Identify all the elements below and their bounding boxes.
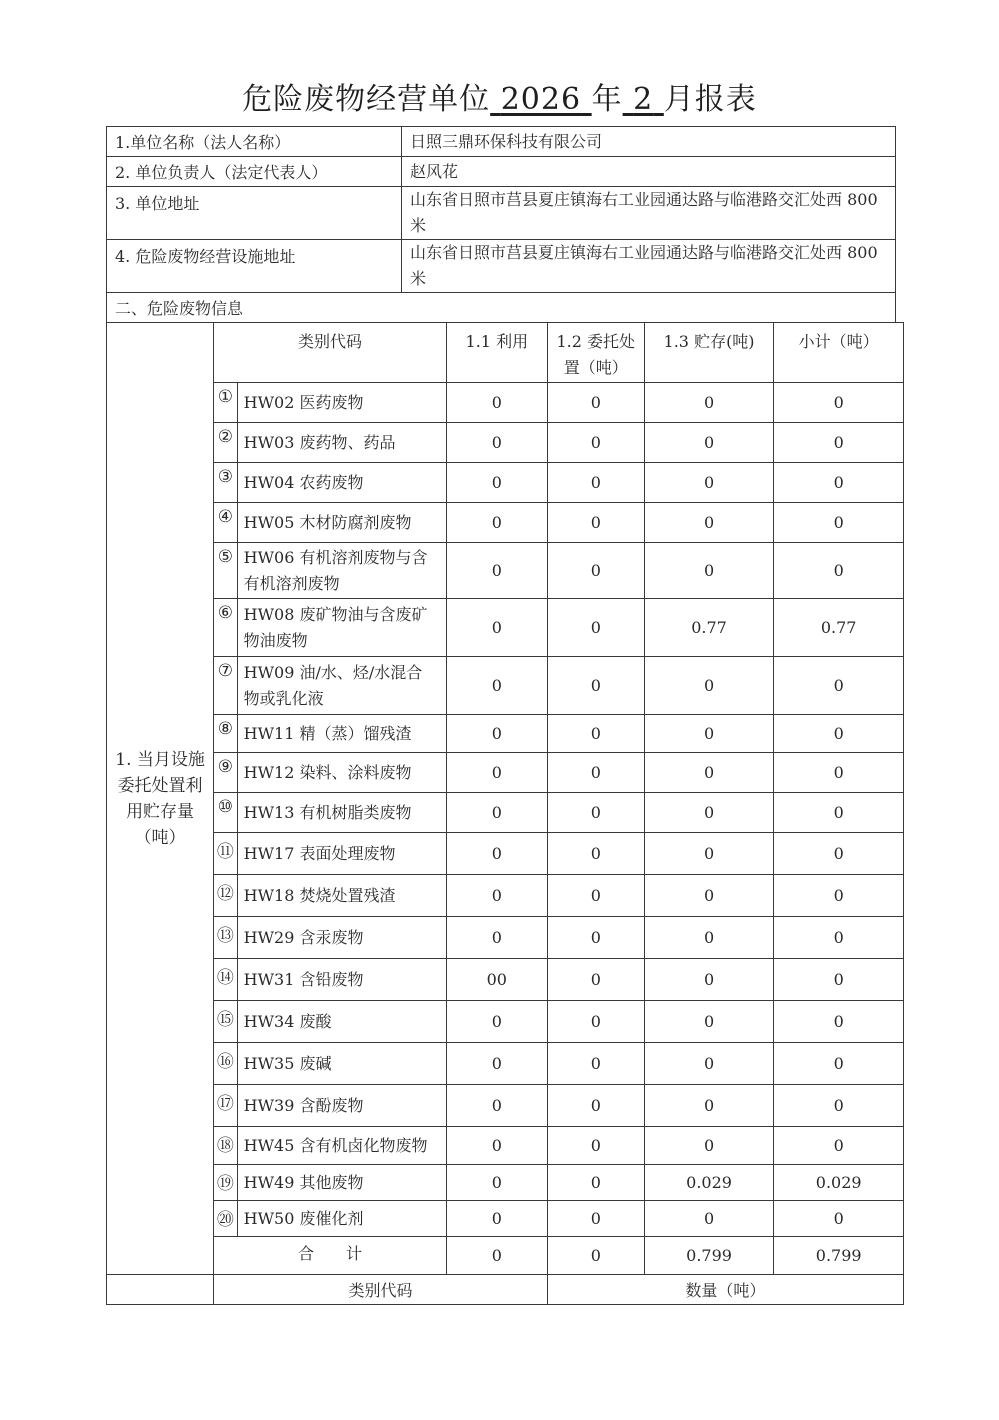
waste-category: HW12 染料、涂料废物 xyxy=(237,753,446,793)
total-use: 0 xyxy=(446,1237,547,1275)
table-row xyxy=(107,1165,904,1201)
entrust-value: 0 xyxy=(547,503,644,543)
use-value: 0 xyxy=(446,383,547,423)
subtotal-value: 0 xyxy=(774,1085,904,1127)
subtotal-value: 0 xyxy=(774,715,904,753)
section-row xyxy=(107,293,896,323)
table-row xyxy=(107,657,904,715)
row-index: ⑫ xyxy=(214,875,237,917)
use-value: 0 xyxy=(446,753,547,793)
store-value: 0 xyxy=(644,1201,774,1237)
entrust-value: 0 xyxy=(547,1001,644,1043)
store-value: 0 xyxy=(644,543,774,599)
use-value: 0 xyxy=(446,1165,547,1201)
entrust-value: 0 xyxy=(547,1201,644,1237)
use-value: 0 xyxy=(446,875,547,917)
row-index: ⑨ xyxy=(214,753,237,793)
waste-category: HW08 废矿物油与含废矿物油废物 xyxy=(237,599,446,657)
entrust-value: 0 xyxy=(547,917,644,959)
entrust-value: 0 xyxy=(547,423,644,463)
waste-category: HW29 含汞废物 xyxy=(237,917,446,959)
entrust-value: 0 xyxy=(547,463,644,503)
row-index: ⑳ xyxy=(214,1201,237,1237)
side-label: 1. 当月设施委托处置利用贮存量（吨） xyxy=(107,323,214,1275)
waste-category: HW13 有机树脂类废物 xyxy=(237,793,446,833)
table-row xyxy=(107,753,904,793)
footer-quantity: 数量（吨） xyxy=(547,1275,903,1305)
table-row xyxy=(107,1127,904,1165)
row-index: ⑩ xyxy=(214,793,237,833)
info-row xyxy=(107,240,896,293)
store-value: 0 xyxy=(644,1085,774,1127)
row-index: ⑭ xyxy=(214,959,237,1001)
store-value: 0 xyxy=(644,423,774,463)
table-row xyxy=(107,875,904,917)
store-value: 0.77 xyxy=(644,599,774,657)
entrust-value: 0 xyxy=(547,1127,644,1165)
store-value: 0 xyxy=(644,793,774,833)
store-value: 0 xyxy=(644,1001,774,1043)
table-row xyxy=(107,833,904,875)
info-row xyxy=(107,157,896,187)
use-value: 0 xyxy=(446,1043,547,1085)
store-value: 0 xyxy=(644,463,774,503)
store-value: 0 xyxy=(644,833,774,875)
row-index: ⑬ xyxy=(214,917,237,959)
table-row xyxy=(107,793,904,833)
use-value: 0 xyxy=(446,833,547,875)
subtotal-value: 0.029 xyxy=(774,1165,904,1201)
row-index: ⑦ xyxy=(214,657,237,715)
report-month: 2 xyxy=(633,82,654,117)
report-title: 危险废物经营单位 2026 年 2 月报表 xyxy=(242,82,757,117)
row-index: ⑮ xyxy=(214,1001,237,1043)
row-index: ⑲ xyxy=(214,1165,237,1201)
subtotal-value: 0 xyxy=(774,543,904,599)
table-row xyxy=(107,423,904,463)
entrust-value: 0 xyxy=(547,543,644,599)
table-row xyxy=(107,715,904,753)
table-row xyxy=(107,463,904,503)
store-value: 0 xyxy=(644,917,774,959)
row-index: ④ xyxy=(214,503,237,543)
entrust-value: 0 xyxy=(547,715,644,753)
entrust-value: 0 xyxy=(547,753,644,793)
store-value: 0 xyxy=(644,383,774,423)
table-row xyxy=(107,1201,904,1237)
store-value: 0 xyxy=(644,753,774,793)
total-row xyxy=(107,1237,904,1275)
info-value: 日照三鼎环保科技有限公司 xyxy=(402,127,896,157)
table-row xyxy=(107,1085,904,1127)
entrust-value: 0 xyxy=(547,793,644,833)
total-store: 0.799 xyxy=(644,1237,774,1275)
table-row xyxy=(107,959,904,1001)
use-value: 0 xyxy=(446,503,547,543)
waste-category: HW31 含铅废物 xyxy=(237,959,446,1001)
header-row xyxy=(107,323,904,383)
subtotal-value: 0 xyxy=(774,657,904,715)
table-row xyxy=(107,1043,904,1085)
header-category: 类别代码 xyxy=(214,323,447,383)
section-title: 二、危险废物信息 xyxy=(107,293,896,323)
subtotal-value: 0 xyxy=(774,917,904,959)
row-index: ① xyxy=(214,383,237,423)
subtotal-value: 0 xyxy=(774,753,904,793)
use-value: 00 xyxy=(446,959,547,1001)
use-value: 0 xyxy=(446,1127,547,1165)
subtotal-value: 0 xyxy=(774,503,904,543)
info-row xyxy=(107,187,896,240)
store-value: 0 xyxy=(644,1043,774,1085)
store-value: 0.029 xyxy=(644,1165,774,1201)
footer-row xyxy=(107,1275,904,1305)
info-value: 山东省日照市莒县夏庄镇海右工业园通达路与临港路交汇处西 800 米 xyxy=(402,240,896,293)
info-value: 山东省日照市莒县夏庄镇海右工业园通达路与临港路交汇处西 800 米 xyxy=(402,187,896,240)
store-value: 0 xyxy=(644,875,774,917)
waste-category: HW34 废酸 xyxy=(237,1001,446,1043)
use-value: 0 xyxy=(446,715,547,753)
entrust-value: 0 xyxy=(547,383,644,423)
entrust-value: 0 xyxy=(547,833,644,875)
use-value: 0 xyxy=(446,1201,547,1237)
header-use: 1.1 利用 xyxy=(446,323,547,383)
entrust-value: 0 xyxy=(547,1085,644,1127)
entrust-value: 0 xyxy=(547,657,644,715)
unit-info-table xyxy=(106,126,896,323)
header-entrust: 1.2 委托处置（吨） xyxy=(547,323,644,383)
use-value: 0 xyxy=(446,1085,547,1127)
info-row xyxy=(107,127,896,157)
use-value: 0 xyxy=(446,463,547,503)
footer-category: 类别代码 xyxy=(214,1275,548,1305)
subtotal-value: 0 xyxy=(774,793,904,833)
waste-category: HW06 有机溶剂废物与含有机溶剂废物 xyxy=(237,543,446,599)
use-value: 0 xyxy=(446,1001,547,1043)
use-value: 0 xyxy=(446,423,547,463)
store-value: 0 xyxy=(644,959,774,1001)
row-index: ⑱ xyxy=(214,1127,237,1165)
use-value: 0 xyxy=(446,599,547,657)
waste-category: HW04 农药废物 xyxy=(237,463,446,503)
entrust-value: 0 xyxy=(547,875,644,917)
waste-category: HW35 废碱 xyxy=(237,1043,446,1085)
subtotal-value: 0 xyxy=(774,383,904,423)
waste-category: HW50 废催化剂 xyxy=(237,1201,446,1237)
entrust-value: 0 xyxy=(547,599,644,657)
total-entrust: 0 xyxy=(547,1237,644,1275)
waste-category: HW17 表面处理废物 xyxy=(237,833,446,875)
subtotal-value: 0 xyxy=(774,1001,904,1043)
table-row xyxy=(107,503,904,543)
row-index: ⑥ xyxy=(214,599,237,657)
waste-category: HW49 其他废物 xyxy=(237,1165,446,1201)
row-index: ② xyxy=(214,423,237,463)
store-value: 0 xyxy=(644,503,774,543)
subtotal-value: 0 xyxy=(774,423,904,463)
use-value: 0 xyxy=(446,657,547,715)
waste-category: HW05 木材防腐剂废物 xyxy=(237,503,446,543)
entrust-value: 0 xyxy=(547,1165,644,1201)
table-row xyxy=(107,383,904,423)
use-value: 0 xyxy=(446,543,547,599)
subtotal-value: 0 xyxy=(774,1127,904,1165)
total-label: 合 计 xyxy=(214,1237,447,1275)
waste-table xyxy=(106,322,904,1305)
use-value: 0 xyxy=(446,793,547,833)
row-index: ⑪ xyxy=(214,833,237,875)
info-label: 3. 单位地址 xyxy=(107,187,402,240)
subtotal-value: 0.77 xyxy=(774,599,904,657)
row-index: ⑰ xyxy=(214,1085,237,1127)
row-index: ⑯ xyxy=(214,1043,237,1085)
row-index: ⑧ xyxy=(214,715,237,753)
store-value: 0 xyxy=(644,715,774,753)
header-subtotal: 小计（吨） xyxy=(774,323,904,383)
table-row xyxy=(107,917,904,959)
waste-category: HW39 含酚废物 xyxy=(237,1085,446,1127)
waste-category: HW03 废药物、药品 xyxy=(237,423,446,463)
waste-category: HW11 精（蒸）馏残渣 xyxy=(237,715,446,753)
waste-category: HW02 医药废物 xyxy=(237,383,446,423)
subtotal-value: 0 xyxy=(774,1201,904,1237)
row-index: ③ xyxy=(214,463,237,503)
total-subtotal: 0.799 xyxy=(774,1237,904,1275)
subtotal-value: 0 xyxy=(774,959,904,1001)
subtotal-value: 0 xyxy=(774,463,904,503)
table-row xyxy=(107,543,904,599)
store-value: 0 xyxy=(644,657,774,715)
header-store: 1.3 贮存(吨) xyxy=(644,323,774,383)
row-index: ⑤ xyxy=(214,543,237,599)
footer-blank xyxy=(107,1275,214,1305)
waste-category: HW45 含有机卤化物废物 xyxy=(237,1127,446,1165)
entrust-value: 0 xyxy=(547,1043,644,1085)
info-label: 1.单位名称（法人名称） xyxy=(107,127,402,157)
title-prefix: 危险废物经营单位 xyxy=(242,82,491,117)
use-value: 0 xyxy=(446,917,547,959)
info-label: 2. 单位负责人（法定代表人） xyxy=(107,157,402,187)
subtotal-value: 0 xyxy=(774,833,904,875)
table-row xyxy=(107,1001,904,1043)
subtotal-value: 0 xyxy=(774,1043,904,1085)
store-value: 0 xyxy=(644,1127,774,1165)
entrust-value: 0 xyxy=(547,959,644,1001)
info-value: 赵风花 xyxy=(402,157,896,187)
waste-category: HW18 焚烧处置残渣 xyxy=(237,875,446,917)
subtotal-value: 0 xyxy=(774,875,904,917)
report-year: 2026 xyxy=(500,82,582,117)
info-label: 4. 危险废物经营设施地址 xyxy=(107,240,402,293)
table-row xyxy=(107,599,904,657)
waste-category: HW09 油/水、烃/水混合物或乳化液 xyxy=(237,657,446,715)
